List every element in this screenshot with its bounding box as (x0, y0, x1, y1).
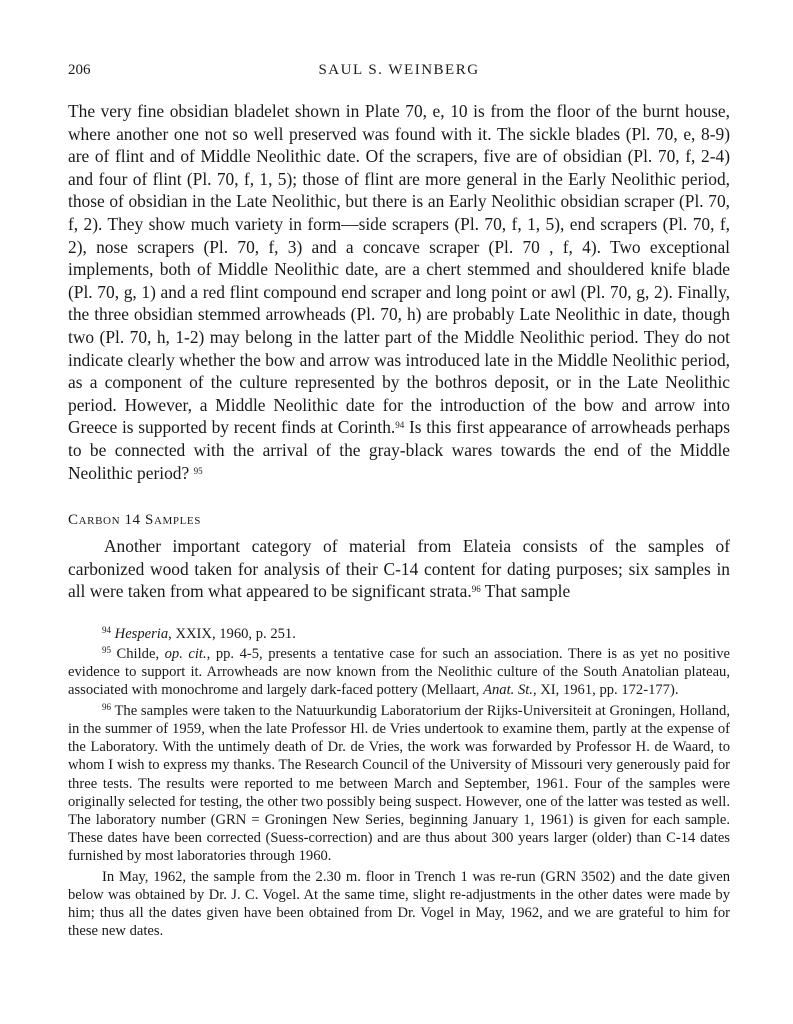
footnote-95-journal: Anat. St. (483, 682, 533, 699)
paragraph-carbon-samples (68, 535, 730, 603)
footnote-94-number: 94 (102, 624, 111, 635)
footnote-95-text-b: , pp. 4-5, presents a tentative case for such an association. There is as yet no positive evidence to support it. Arrowheads are now known from the Neolithic culture of the South Anatolian plateau, associated with monochrome and largely dark-faced pottery (Mellaart, (68, 646, 730, 699)
footnote-96-continuation: In May, 1962, the sample from the 2.30 m. floor in Trench 1 was re-run (GRN 3502) and the date given below was obtained by Dr. J. C. Vogel. At the same time, slight re-adjustments in the other dates were made by him; thus all the dates given have been obtained from Dr. Vogel in May, 1962, and we are grateful to him for these new dates. (68, 868, 730, 940)
paragraph-lithics-text-2: Is this first appearance of arrowheads perhaps to be connected with the arrival of the gray-black wares towards the end of the Middle Neolithic period? (68, 417, 731, 483)
page (68, 58, 730, 942)
page-number: 206 (68, 62, 91, 78)
footnote-95-text-a: Childe, (111, 646, 165, 663)
footnote-96-number: 96 (102, 701, 111, 712)
paragraph-lithics-text-1: The very fine obsidian bladelet shown in Plate 70, e, 10 is from the floor of the burnt house, where another one not so well preserved was found with it. The sickle blades (Pl. 70, e, 8-9) are of flint and of Middle Neolithic date. Of the scrapers, five are of obsidian (Pl. 70, f, 2-4) and four of flint (Pl. 70, f, 1, 5); those of flint are more general in the Early Neolithic period, those of obsidian in the Late Neolithic, but there is an Early Neolithic obsidian scraper (Pl. 70, f, 2). They show much variety in form—side scrapers (Pl. 70, f, 1, 5), end scrapers (Pl. 70, f, 2), nose scrapers (Pl. 70, f, 3) and a concave scraper (Pl. 70 , f, 4). Two exceptional implements, both of Middle Neolithic date, are a chert stemmed and shouldered knife blade (Pl. 70, g, 1) and a red flint compound end scraper and long point or awl (Pl. 70, g, 2). Finally, the three obsidian stemmed arrowheads (Pl. 70, h) are probably Late Neolithic in date, though two (Pl. 70, h, 1-2) may belong in the latter part of the Middle Neolithic period. They do not indicate clearly whether the bow and arrow was introduced late in the Middle Neolithic period, as a component of the culture represented by the bothros deposit, or in the Late Neolithic period. However, a Middle Neolithic date for the introduction of the bow and arrow into Greece is supported by recent finds at Corinth. (68, 101, 730, 438)
footnote-95 (68, 645, 730, 700)
footnote-ref-95[interactable]: 95 (193, 465, 203, 476)
footnote-94-text: , XXIX, 1960, p. 251. (168, 625, 296, 642)
section-heading-carbon-14: Carbon 14 Samples (68, 512, 201, 529)
running-head: SAUL S. WEINBERG (318, 62, 480, 78)
footnote-95-op-cit: op. cit. (164, 646, 207, 663)
paragraph-lithics (68, 100, 730, 484)
footnote-94-journal: Hesperia (114, 625, 169, 642)
footnote-94 (68, 625, 730, 643)
footnote-ref-96[interactable]: 96 (471, 584, 481, 595)
footnote-95-number: 95 (102, 645, 111, 656)
footnotes (68, 625, 730, 940)
footnote-96-text: The samples were taken to the Natuurkundig Laboratorium der Rijks-Universiteit at Groningen, Holland, in the summer of 1959, when the late Professor Hl. de Vries undertook to examine them, partly at the expense of the Laboratory. With the untimely death of Dr. de Vries, the work was forwarded by Professor H. de Waard, to whom I wish to express my thanks. The Research Council of the University of Missouri very generously paid for three tests. The results were reported to me between March and September, 1961. Four of the samples were originally selected for testing, the other two possibly being suspect. However, one of the latter was tested as well. The laboratory number (GRN = Groningen New Series, beginning January 1, 1961) is given for each sample. These dates have been corrected (Suess-correction) and are thus about 300 years larger (older) than C-14 dates furnished by most laboratories through 1960. (68, 702, 730, 865)
footnote-95-text-c: , XI, 1961, pp. 172-177). (532, 682, 679, 699)
page-header (68, 58, 730, 84)
paragraph-carbon-text-1: Another important category of material from Elateia consists of the samples of carbonized wood taken for analysis of their C-14 content for dating purposes; six samples in all were taken from what appeared to be significant strata. (68, 536, 730, 602)
footnote-ref-94[interactable]: 94 (395, 420, 405, 431)
footnote-96 (68, 702, 730, 866)
paragraph-carbon-text-2: That sample (480, 581, 571, 602)
